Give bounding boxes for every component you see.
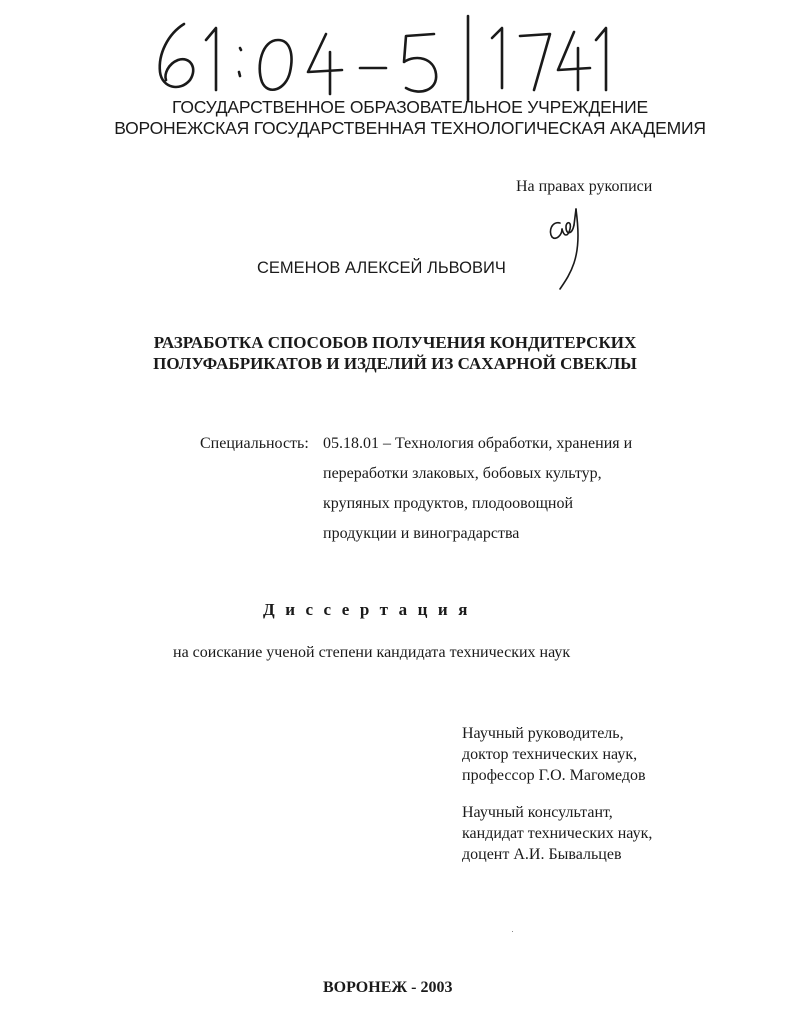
consultant-degree: кандидат технических наук, [462,825,653,842]
dissertation-title-line-1: РАЗРАБОТКА СПОСОБОВ ПОЛУЧЕНИЯ КОНДИТЕРСКИХ [153,333,637,352]
consultant-role: Научный консультант, [462,804,613,821]
specialty-line: продукции и виноградарства [323,525,520,542]
specialty-label: Специальность: [200,435,309,452]
author-signature [540,205,590,295]
scan-speck [512,931,513,932]
supervisor-role: Научный руководитель, [462,725,624,742]
city-year: ВОРОНЕЖ - 2003 [323,979,453,996]
supervisor-degree: доктор технических наук, [462,746,638,763]
document-type-heading: Диссертация [263,600,478,619]
handwritten-archive-code [150,10,620,102]
academy-line: ВОРОНЕЖСКАЯ ГОСУДАРСТВЕННАЯ ТЕХНОЛОГИЧЕСКАЯ АКАДЕМИЯ [114,118,706,138]
degree-line: на соискание ученой степени кандидата технических наук [173,644,571,661]
consultant-name: доцент А.И. Бывальцев [462,846,622,863]
specialty-line: переработки злаковых, бобовых культур, [323,465,602,482]
institution-line: ГОСУДАРСТВЕННОЕ ОБРАЗОВАТЕЛЬНОЕ УЧРЕЖДЕНИЕ [172,97,648,117]
author-name: СЕМЕНОВ АЛЕКСЕЙ ЛЬВОВИЧ [257,259,506,277]
dissertation-title-line-2: ПОЛУФАБРИКАТОВ И ИЗДЕЛИЙ ИЗ САХАРНОЙ СВЕКЛЫ [153,354,637,373]
specialty-line: 05.18.01 – Технология обработки, хранения и [323,435,633,452]
specialty-line: крупяных продуктов, плодоовощной [323,495,574,512]
rights-note: На правах рукописи [516,178,653,195]
supervisor-name: профессор Г.О. Магомедов [462,767,646,784]
